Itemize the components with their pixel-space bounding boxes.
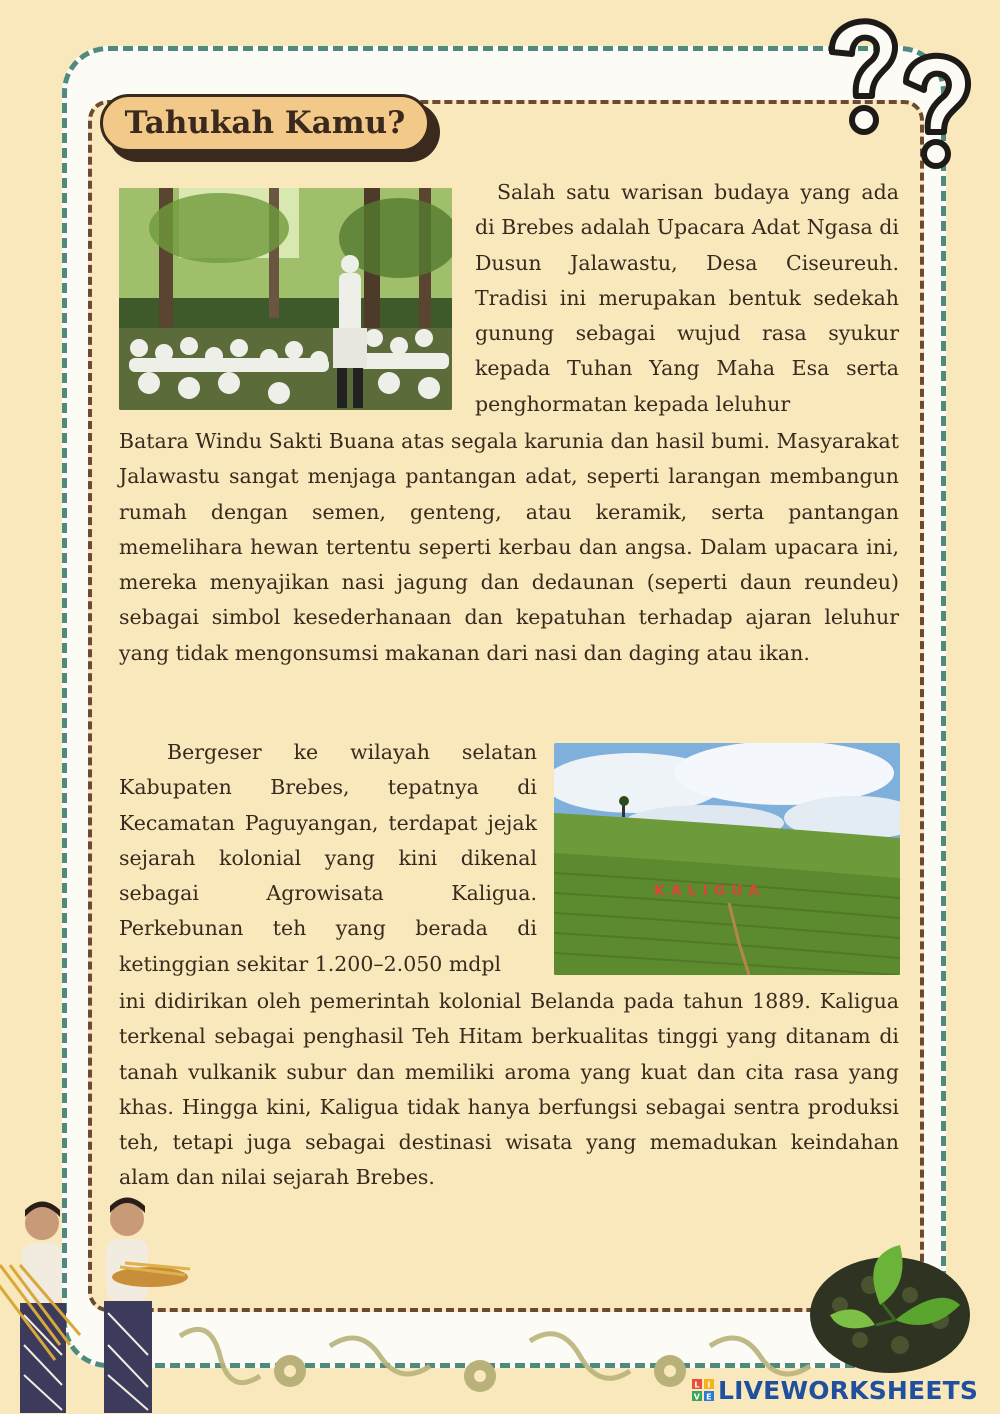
liveworksheets-logo-icon	[692, 1379, 714, 1401]
page-title: Tahukah Kamu?	[100, 94, 430, 152]
svg-text:I: I	[707, 1380, 711, 1390]
tea-plantation-photo	[554, 743, 900, 975]
kaligua-sign-text: KALIGUA	[654, 883, 766, 899]
question-marks-icon	[820, 12, 980, 172]
svg-text:E: E	[706, 1392, 712, 1401]
liveworksheets-logo-text: LIVEWORKSHEETS	[718, 1375, 979, 1405]
liveworksheets-logo	[692, 1372, 978, 1408]
paragraph1-intro: Salah satu warisan budaya yang ada di Brebes adalah Upacara Adat Ngasa di Dusun Jalawastu, Desa Ciseureuh. Tradisi ini merupakan bentuk sedekah gunung sebagai wujud rasa syukur kepada Tuhan Yang Maha Esa serta penghormatan kepada leluhur	[475, 180, 899, 416]
tea-leaves-icon	[800, 1225, 970, 1375]
svg-text:V: V	[693, 1392, 701, 1401]
ceremony-photo	[119, 188, 452, 410]
paragraph2-continuation: ini didirikan oleh pemerintah kolonial Belanda pada tahun 1889. Kaligua terkenal sebagai penghasil Teh Hitam berkualitas tinggi yang ditanam di tanah vulkanik subur dan memiliki aroma yang kuat dan cita rasa yang khas. Hingga kini, Kaligua tidak hanya berfungsi sebagai sentra produksi teh, tetapi juga sebagai destinasi wisata yang memadukan keindahan alam dan nilai sejarah Brebes.	[119, 989, 899, 1190]
paragraph2-intro: Bergeser ke wilayah selatan Kabupaten Brebes, tepatnya di Kecamatan Paguyangan, terdapat jejak sejarah kolonial yang kini dikenal sebagai Agrowisata Kaligua. Perkebunan teh yang berada di ketinggian sekitar 1.200–2.050 mdpl	[119, 740, 537, 976]
paragraph1-continuation: Batara Windu Sakti Buana atas segala karunia dan hasil bumi. Masyarakat Jalawastu sangat menjaga pantangan adat, seperti larangan membangun rumah dengan semen, genteng, atau keramik, serta pantangan memelihara hewan tertentu seperti kerbau dan angsa. Dalam upacara ini, mereka menyajikan nasi jagung dan dedaunan (seperti daun reundeu) sebagai simbol kesederhanaan dan kepatuhan terhadap ajaran leluhur yang tidak mengonsumsi makanan dari nasi dan daging atau ikan.	[119, 429, 899, 665]
women-illustration-icon	[0, 1195, 195, 1414]
svg-text:L: L	[694, 1380, 700, 1390]
